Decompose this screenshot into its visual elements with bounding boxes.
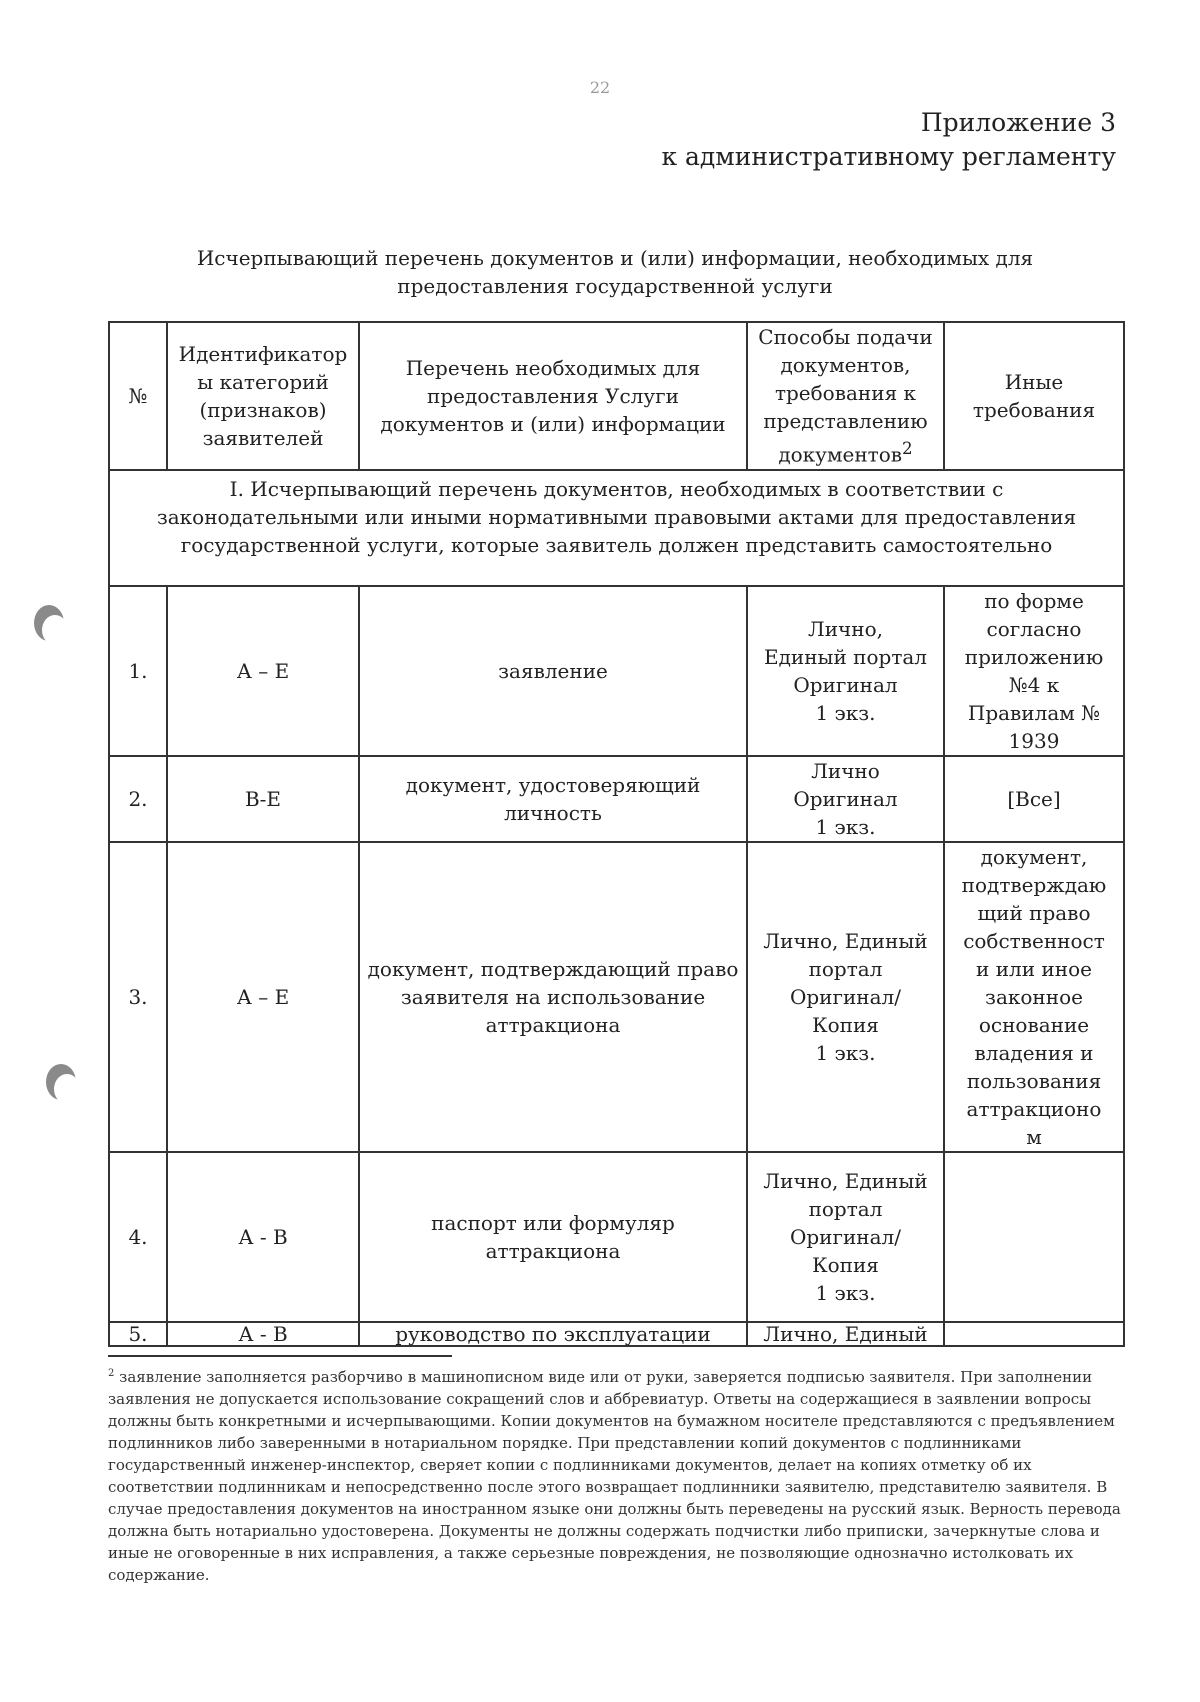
row-other-requirements: [Все] <box>944 756 1124 842</box>
row-number: 2. <box>109 756 167 842</box>
header-number: № <box>109 322 167 470</box>
header-submission-methods-text: Способы подачи документов, требования к представлению документов <box>758 325 933 467</box>
documents-table <box>108 321 1125 1347</box>
table-row <box>109 1152 1124 1322</box>
section-title: I. Исчерпывающий перечень документов, необходимых в соответствии с законодательными или иными нормативными правовыми актами для предоставления государственной услуги, которые заявитель должен представить самостоятельно <box>109 470 1124 586</box>
row-submission-method: Лично, Единый <box>747 1322 944 1346</box>
row-document: паспорт или формуляр аттракциона <box>359 1152 747 1322</box>
header-applicant-category: Идентификатор ы категорий (признаков) заявителей <box>167 322 359 470</box>
row-applicant-category: А - В <box>167 1152 359 1322</box>
row-other-requirements <box>944 1322 1124 1346</box>
row-applicant-category: А – Е <box>167 586 359 756</box>
row-applicant-category: А – Е <box>167 842 359 1152</box>
row-applicant-category: В-Е <box>167 756 359 842</box>
row-applicant-category: А - В <box>167 1322 359 1346</box>
row-other-requirements <box>944 1152 1124 1322</box>
table-row <box>109 586 1124 756</box>
header-document-list: Перечень необходимых для предоставления Услуги документов и (или) информации <box>359 322 747 470</box>
row-document: документ, подтверждающий право заявителя на использование аттракциона <box>359 842 747 1152</box>
row-number: 4. <box>109 1152 167 1322</box>
header-submission-methods <box>747 322 944 470</box>
page-number: 22 <box>589 78 611 97</box>
row-submission-method: Лично, Единый портал Оригинал/ Копия 1 экз. <box>747 842 944 1152</box>
appendix-heading <box>661 106 1116 174</box>
footnote <box>108 1366 1123 1586</box>
table-row <box>109 842 1124 1152</box>
footnote-reference: 2 <box>902 439 913 458</box>
table-header-row <box>109 322 1124 470</box>
row-document: руководство по эксплуатации <box>359 1322 747 1346</box>
footnote-rule <box>108 1355 452 1357</box>
table-row <box>109 1322 1124 1346</box>
row-number: 3. <box>109 842 167 1152</box>
footnote-text: заявление заполняется разборчиво в машинописном виде или от руки, заверяется подписью заявителя. При заполнении заявления не допускается использование сокращений слов и аббревиатур. Ответы на содержащиеся в заявлении вопросы должны быть конкретными и исчерпывающими. Копии документов на бумажном носителе представляются с предъявлением подлинников либо заверенными в нотариальном порядке. При представлении копий документов с подлинниками государственный инженер-инспектор, сверяет копии с подлинниками документов, делает на копиях отметку об их соответствии подлинникам и непосредственно после этого возвращает подлинники заявителю, представителю заявителя. В случае предоставления документов на иностранном языке они должны быть переведены на русский язык. Верность перевода должна быть нотариально удостоверена. Документы не должны содержать подчистки либо приписки, зачеркнутые слова и иные не оговоренные в них исправления, а также серьезные повреждения, не позволяющие однозначно истолковать их содержание. <box>108 1368 1121 1584</box>
table-row <box>109 756 1124 842</box>
section-row <box>109 470 1124 586</box>
row-submission-method: Лично, Единый портал Оригинал/ Копия 1 экз. <box>747 1152 944 1322</box>
appendix-line-1: Приложение 3 <box>920 108 1116 137</box>
row-number: 1. <box>109 586 167 756</box>
document-title: Исчерпывающий перечень документов и (или) информации, необходимых для предоставления государственной услуги <box>196 246 1034 298</box>
row-submission-method: Лично, Единый портал Оригинал 1 экз. <box>747 586 944 756</box>
punch-hole-bottom <box>46 1064 76 1100</box>
row-submission-method: Лично Оригинал 1 экз. <box>747 756 944 842</box>
header-other-requirements: Иные требования <box>944 322 1124 470</box>
row-other-requirements: по форме согласно приложению №4 к Правилам № 1939 <box>944 586 1124 756</box>
appendix-line-2: к административному регламенту <box>661 142 1116 171</box>
row-document: документ, удостоверяющий личность <box>359 756 747 842</box>
row-document: заявление <box>359 586 747 756</box>
row-other-requirements: документ, подтверждаю щий право собственност и или иное законное основание владения и пользования аттракционо м <box>944 842 1124 1152</box>
punch-hole-top <box>34 605 64 641</box>
footnote-marker: 2 <box>108 1368 115 1379</box>
row-number: 5. <box>109 1322 167 1346</box>
